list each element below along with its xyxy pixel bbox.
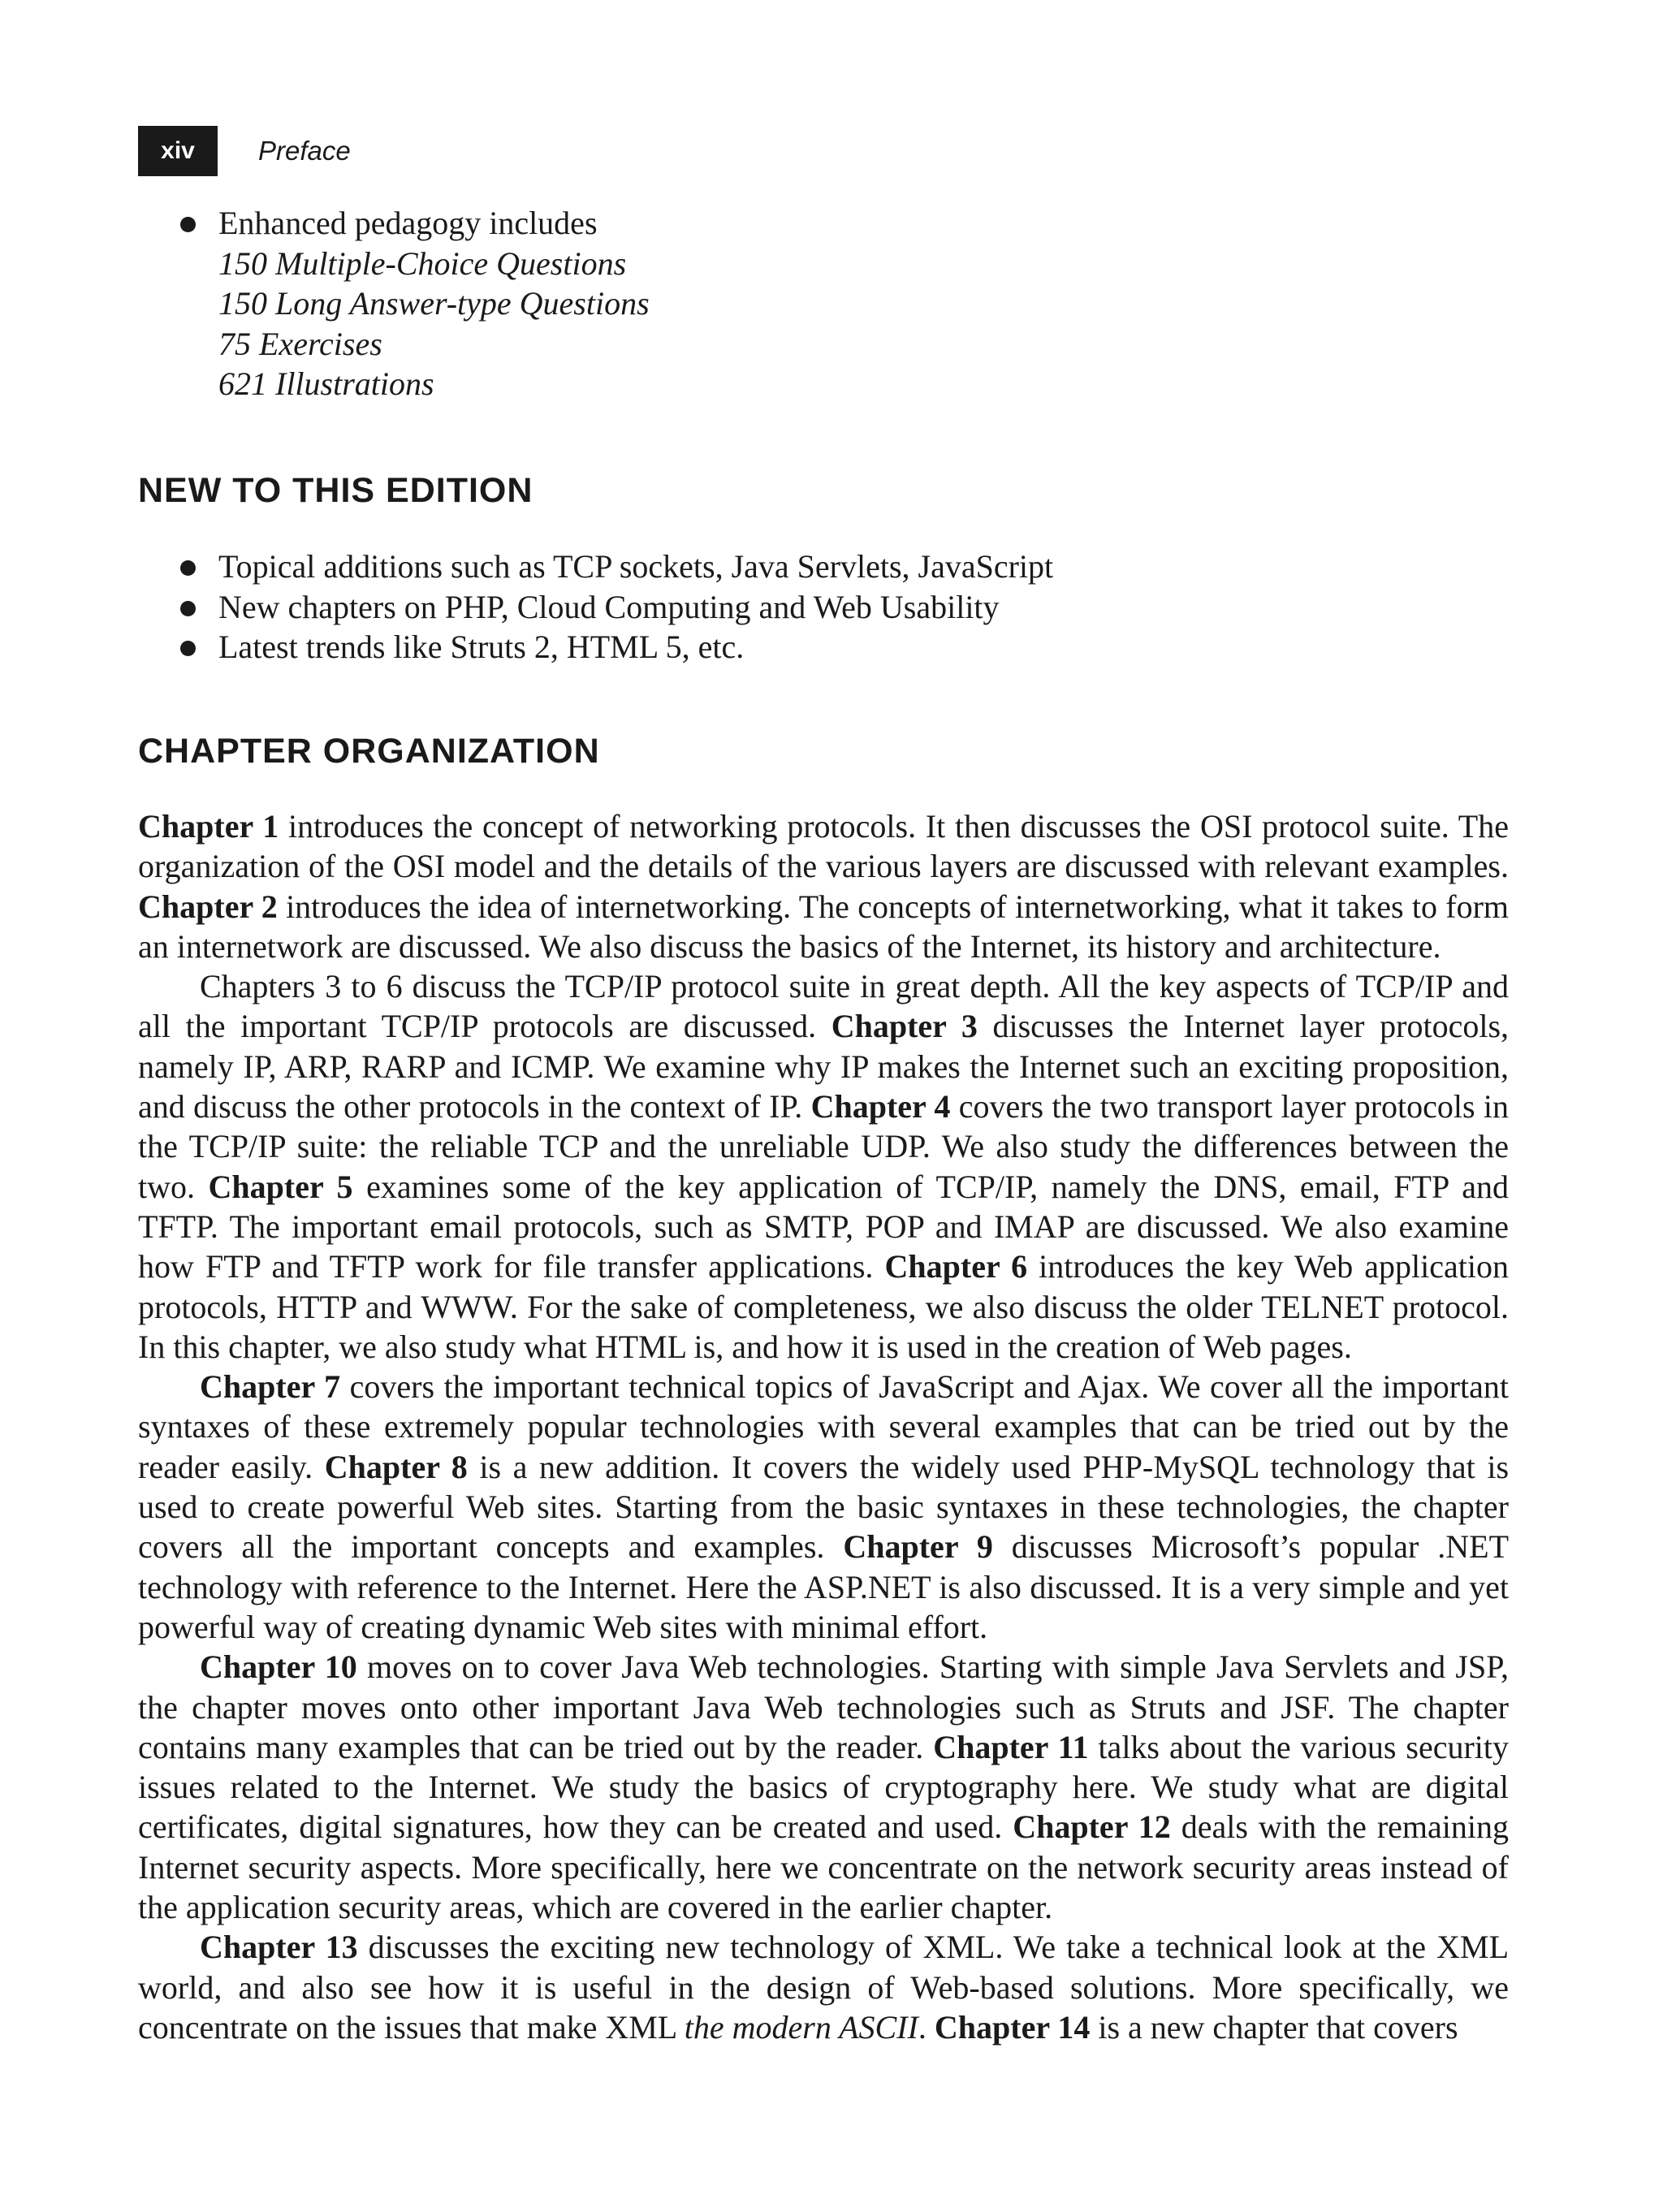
new-edition-list [180, 547, 1053, 667]
chapter-ref: Chapter 12 [1013, 1808, 1171, 1846]
section-heading-new-edition: NEW TO THIS EDITION [138, 471, 533, 510]
chapter-ref: Chapter 2 [138, 888, 278, 925]
list-item: New chapters on PHP, Cloud Computing and Web Usability [180, 587, 1053, 628]
chapter-ref: Chapter 10 [200, 1648, 357, 1686]
page-number: xiv [138, 126, 218, 176]
pedagogy-list [180, 203, 650, 404]
chapter-organization-body [138, 806, 1509, 2047]
pedagogy-lead: Enhanced pedagogy includes [218, 205, 598, 241]
chapter-ref: Chapter 7 [200, 1368, 341, 1406]
running-head: Preface [258, 136, 351, 166]
pedagogy-sub-item: 621 Illustrations [218, 365, 434, 402]
paragraph: Chapter 10 moves on to cover Java Web technologies. Starting with simple Java Servlets and JSP, the chapter moves onto other important Java Web technologies such as Struts and JSF. The chapter contains many examples that can be tried out by the reader. Chapter 11 talks about the various security issues related to the Internet. We study the basics of cryptography here. We study what are digital certificates, digital signatures, how they can be created and used. Chapter 12 deals with the remaining Internet security aspects. More specifically, here we concentrate on the network security areas instead of the application security areas, which are covered in the earlier chapter. [138, 1648, 1510, 1926]
chapter-ref: Chapter 11 [933, 1728, 1089, 1765]
chapter-ref: Chapter 8 [324, 1448, 468, 1485]
list-item [180, 203, 650, 404]
page-header [138, 126, 351, 176]
chapter-ref: Chapter 14 [934, 2008, 1091, 2046]
chapter-ref: Chapter 13 [200, 1929, 358, 1966]
paragraph: Chapter 7 covers the important technical topics of JavaScript and Ajax. We cover all the important syntaxes of these extremely popular technologies with several examples that can be tried out by the reader easily. Chapter 8 is a new addition. It covers the widely used PHP-MySQL technology that is used to create powerful Web sites. Starting from the basic syntaxes in these technologies, the chapter covers all the important concepts and examples. Chapter 9 discusses Microsoft’s popular .NET technology with reference to the Internet. Here the ASP.NET is also discussed. It is a very simple and yet powerful way of creating dynamic Web sites with minimal effort. [138, 1368, 1510, 1645]
chapter-ref: Chapter 1 [138, 808, 279, 845]
paragraph: Chapters 3 to 6 discuss the TCP/IP protocol suite in great depth. All the key aspects of TCP/IP and all the important TCP/IP protocols are discussed. Chapter 3 discusses the Internet layer protocols, namely IP, ARP, RARP and ICMP. We examine why IP makes the Internet such an exciting proposition, and discuss the other protocols in the context of IP. Chapter 4 covers the two transport layer protocols in the TCP/IP suite: the reliable TCP and the unreliable UDP. We also study the differences between the two. Chapter 5 examines some of the key application of TCP/IP, namely the DNS, email, FTP and TFTP. The important email protocols, such as SMTP, POP and IMAP are discussed. We also examine how FTP and TFTP work for file transfer applications. Chapter 6 introduces the key Web application protocols, HTTP and WWW. For the sake of completeness, we also discuss the older TELNET protocol. In this chapter, we also study what HTML is, and how it is used in the creation of Web pages. [138, 968, 1510, 1365]
pedagogy-sub-item: 150 Multiple-Choice Questions [218, 244, 627, 282]
pedagogy-sub-item: 75 Exercises [218, 325, 382, 362]
list-item: Latest trends like Struts 2, HTML 5, etc. [180, 627, 1053, 667]
chapter-ref: Chapter 6 [884, 1248, 1028, 1285]
chapter-ref: Chapter 9 [843, 1528, 993, 1566]
paragraph: Chapter 13 discusses the exciting new technology of XML. We take a technical look at the XML world, and also see how it is useful in the design of Web-based solutions. More specifically, we concentrate on the issues that make XML the modern ASCII. Chapter 14 is a new chapter that covers [138, 1929, 1510, 2046]
emphasis: the modern ASCII [684, 2008, 918, 2046]
chapter-ref: Chapter 4 [810, 1088, 951, 1125]
chapter-ref: Chapter 3 [831, 1008, 978, 1045]
list-item: Topical additions such as TCP sockets, Java Servlets, JavaScript [180, 547, 1053, 587]
pedagogy-sub-item: 150 Long Answer-type Questions [218, 285, 650, 322]
chapter-ref: Chapter 5 [208, 1168, 353, 1205]
section-heading-chapter-organization: CHAPTER ORGANIZATION [138, 732, 600, 771]
paragraph: Chapter 1 introduces the concept of networking protocols. It then discusses the OSI protocol suite. The organization of the OSI model and the details of the various layers are discussed with relevant examples. Chapter 2 introduces the idea of internetworking. The concepts of internetworking, what it takes to form an internetwork are discussed. We also discuss the basics of the Internet, its history and architecture. [138, 808, 1510, 965]
